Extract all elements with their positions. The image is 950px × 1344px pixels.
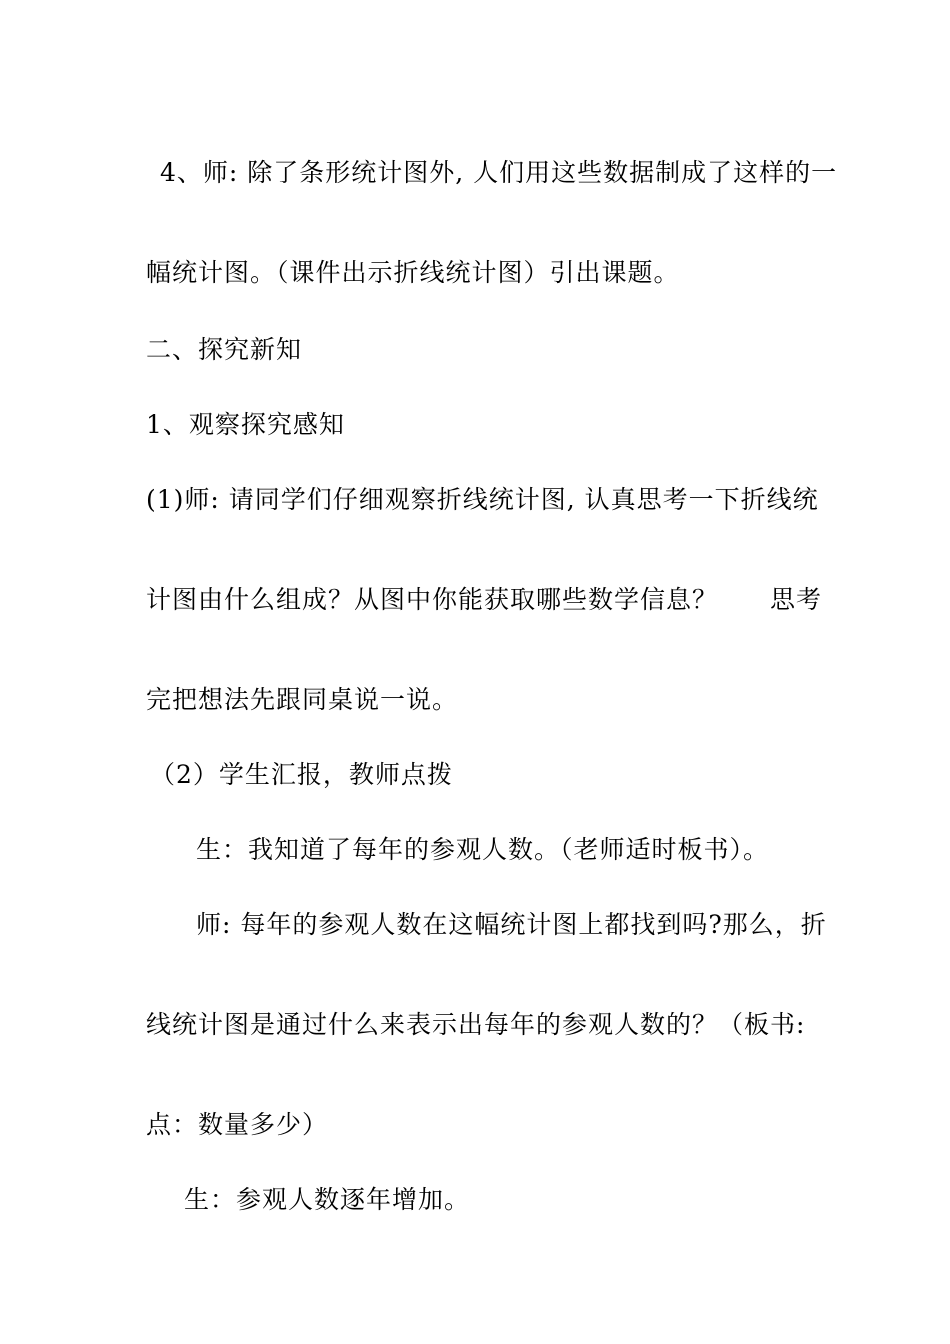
- subsection-heading: （2）学生汇报，教师点拨: [150, 760, 453, 789]
- paragraph-line: 线统计图是通过什么来表示出每年的参观人数的？（板书:: [146, 1010, 806, 1039]
- paragraph-line: 4、师: 除了条形统计图外, 人们用这些数据制成了这样的一: [160, 158, 838, 187]
- paragraph-line: 幅统计图。（课件出示折线统计图）引出课题。: [146, 258, 680, 287]
- dialogue-line: 师: 每年的参观人数在这幅统计图上都找到吗?那么，折: [196, 910, 827, 939]
- paragraph-line: (1)师: 请同学们仔细观察折线统计图, 认真思考一下折线统: [146, 485, 819, 514]
- paragraph-line: 计图由什么组成？从图中你能获取哪些数学信息？ 思考: [146, 585, 823, 614]
- section-heading: 二、探究新知: [146, 335, 303, 364]
- paragraph-line: 完把想法先跟同桌说一说。: [146, 685, 459, 714]
- subsection-heading: 1、观察探究感知: [146, 410, 345, 439]
- dialogue-line: 生：参观人数逐年增加。: [184, 1185, 471, 1214]
- paragraph-line: 点：数量多少）: [146, 1110, 329, 1139]
- dialogue-line: 生：我知道了每年的参观人数。（老师适时板书）。: [196, 835, 770, 864]
